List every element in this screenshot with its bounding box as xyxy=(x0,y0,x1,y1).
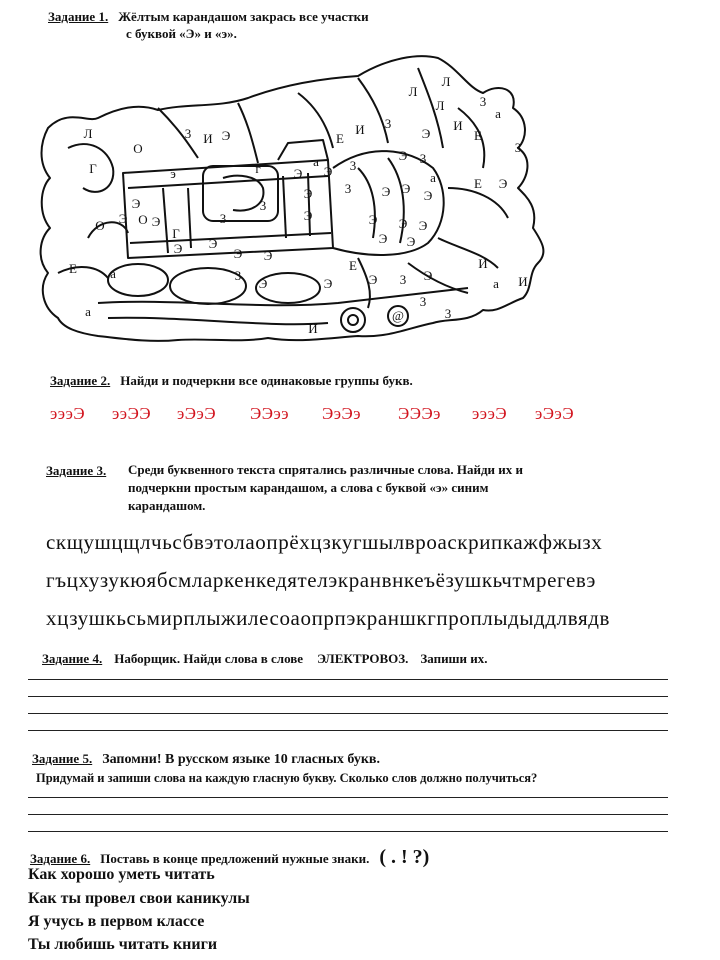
svg-text:а: а xyxy=(313,154,319,169)
answer-line[interactable] xyxy=(28,713,668,714)
svg-text:Э: Э xyxy=(258,276,268,291)
letter-group: ЭЭЭэ xyxy=(398,404,441,423)
svg-text:О: О xyxy=(138,212,148,227)
svg-text:Э: Э xyxy=(401,181,411,196)
task2-label: Задание 2. xyxy=(50,373,111,388)
svg-text:Э: Э xyxy=(378,231,388,246)
task3-text-line1: Среди буквенного текста спрятались различные слова. Найди их и xyxy=(128,462,524,477)
task5-text2: Придумай и запиши слова на каждую гласную букву. Сколько слов должно получиться? xyxy=(36,771,538,785)
svg-text:Г: Г xyxy=(89,161,97,176)
sentence: Ты любишь читать книги xyxy=(28,936,218,953)
svg-text:3: 3 xyxy=(349,158,357,173)
svg-text:3: 3 xyxy=(514,140,522,155)
svg-text:О: О xyxy=(95,218,105,233)
svg-text:И: И xyxy=(355,122,365,137)
task3-header xyxy=(46,462,106,480)
svg-text:Э: Э xyxy=(303,208,313,223)
svg-text:Э: Э xyxy=(406,234,416,249)
answer-line[interactable] xyxy=(28,831,668,832)
svg-text:3: 3 xyxy=(479,94,487,109)
svg-text:О: О xyxy=(133,141,143,156)
svg-text:3: 3 xyxy=(444,306,452,321)
task1-text-line2: с буквой «Э» и «э». xyxy=(126,26,237,41)
svg-text:3: 3 xyxy=(399,272,407,287)
svg-text:3: 3 xyxy=(259,198,267,213)
svg-text:Э: Э xyxy=(398,148,408,163)
svg-text:Е: Е xyxy=(474,128,482,143)
svg-text:Э: Э xyxy=(381,184,391,199)
svg-text:Э: Э xyxy=(368,272,378,287)
letter-row: гъцхузукюябсмларкенкедятелэкранвнкеъёзушкьчтмрегевэ xyxy=(46,568,597,592)
svg-text:3: 3 xyxy=(384,116,392,131)
svg-text:3: 3 xyxy=(184,126,192,141)
svg-text:3: 3 xyxy=(419,294,427,309)
svg-text:И: И xyxy=(308,321,318,336)
task3-label: Задание 3. xyxy=(46,463,107,478)
svg-text:Э: Э xyxy=(421,126,431,141)
task3-text-line3: карандашом. xyxy=(128,498,206,513)
letter-group: ЭэЭэ xyxy=(322,404,362,423)
task5-label: Задание 5. xyxy=(32,751,93,766)
answer-line[interactable] xyxy=(28,797,668,798)
svg-text:И: И xyxy=(478,256,488,271)
svg-text:Е: Е xyxy=(349,258,357,273)
svg-text:Э: Э xyxy=(423,268,433,283)
svg-text:Э: Э xyxy=(131,196,141,211)
svg-text:Э: Э xyxy=(418,218,428,233)
task3-text-line2: подчеркни простым карандашом, а слова с буквой «э» синим xyxy=(128,480,489,495)
letter-row: хцзушкьсьмирплыжилесоаопрпэкраншкгпроплыдыддлвядв xyxy=(46,606,611,630)
task4-header xyxy=(42,650,488,668)
svg-text:3: 3 xyxy=(419,151,427,166)
svg-text:3: 3 xyxy=(344,181,352,196)
svg-text:а: а xyxy=(430,170,436,185)
answer-line[interactable] xyxy=(28,696,668,697)
task4-tail: Запиши их. xyxy=(420,651,488,666)
svg-text:Э: Э xyxy=(118,211,128,226)
task4-label: Задание 4. xyxy=(42,651,103,666)
svg-text:Э: Э xyxy=(398,216,408,231)
svg-text:Э: Э xyxy=(423,188,433,203)
task1-text-line1: Жёлтым карандашом закрась все участки xyxy=(118,9,369,24)
answer-line[interactable] xyxy=(28,679,668,680)
svg-text:а: а xyxy=(495,106,501,121)
answer-line[interactable] xyxy=(28,814,668,815)
svg-text:Э: Э xyxy=(263,248,273,263)
svg-text:И: И xyxy=(518,274,528,289)
letter-group: эЭэЭ xyxy=(177,404,217,423)
task6-label: Задание 6. xyxy=(30,851,91,866)
task2-header xyxy=(50,372,413,390)
svg-text:Л: Л xyxy=(441,74,451,89)
task4-text: Наборщик. Найди слова в слове xyxy=(114,651,304,666)
svg-text:Э: Э xyxy=(221,128,231,143)
svg-text:э: э xyxy=(170,166,176,181)
svg-text:Э: Э xyxy=(303,186,313,201)
svg-text:Э: Э xyxy=(208,236,218,251)
task1-label: Задание 1. xyxy=(48,9,109,24)
letter-group: эээЭ xyxy=(50,404,86,423)
svg-text:Э: Э xyxy=(498,176,508,191)
svg-text:Э: Э xyxy=(173,241,183,256)
svg-text:Э: Э xyxy=(233,246,243,261)
svg-text:а: а xyxy=(85,304,91,319)
letter-group: ээЭЭ xyxy=(112,404,152,423)
svg-text:Е: Е xyxy=(69,261,77,276)
svg-text:а: а xyxy=(493,276,499,291)
svg-text:Г: Г xyxy=(172,226,180,241)
svg-text:Э: Э xyxy=(323,276,333,291)
letter-group: ЭЭээ xyxy=(250,404,290,423)
task5-text: Запомни! В русском языке 10 гласных букв. xyxy=(102,752,380,767)
svg-text:@: @ xyxy=(392,308,404,323)
svg-text:Л: Л xyxy=(408,84,418,99)
svg-text:Е: Е xyxy=(474,176,482,191)
letter-row: скщушцщлчьсбвэтолаопрёхцзкугшылвроаскрипкажфжызх xyxy=(46,530,603,554)
letter-group: эээЭ xyxy=(472,404,508,423)
svg-text:3: 3 xyxy=(219,211,227,226)
svg-text:3: 3 xyxy=(234,268,242,283)
letter-group: эЭэЭ xyxy=(535,404,575,423)
task5-header xyxy=(32,750,380,768)
svg-text:г: г xyxy=(255,161,261,176)
svg-text:Э: Э xyxy=(151,214,161,229)
coloring-puzzle xyxy=(28,48,558,360)
sentence: Как хорошо уметь читать xyxy=(28,866,215,883)
svg-text:Л: Л xyxy=(83,126,93,141)
svg-text:Э: Э xyxy=(293,166,303,181)
task4-word: ЭЛЕКТРОВОЗ. xyxy=(317,651,409,666)
svg-text:И: И xyxy=(453,118,463,133)
task1-header xyxy=(48,8,369,26)
svg-text:И: И xyxy=(203,131,213,146)
sentence: Как ты провел свои каникулы xyxy=(28,890,250,907)
answer-line[interactable] xyxy=(28,730,668,731)
svg-text:Э: Э xyxy=(323,164,333,179)
svg-text:Э: Э xyxy=(368,212,378,227)
task2-text: Найди и подчеркни все одинаковые группы букв. xyxy=(120,373,413,388)
task6-signs: ( . ! ?) xyxy=(379,846,430,868)
svg-text:Е: Е xyxy=(336,131,344,146)
task6-text: Поставь в конце предложений нужные знаки. xyxy=(100,851,370,866)
sentence: Я учусь в первом классе xyxy=(28,913,205,930)
svg-text:Л: Л xyxy=(435,98,445,113)
svg-text:а: а xyxy=(110,266,116,281)
